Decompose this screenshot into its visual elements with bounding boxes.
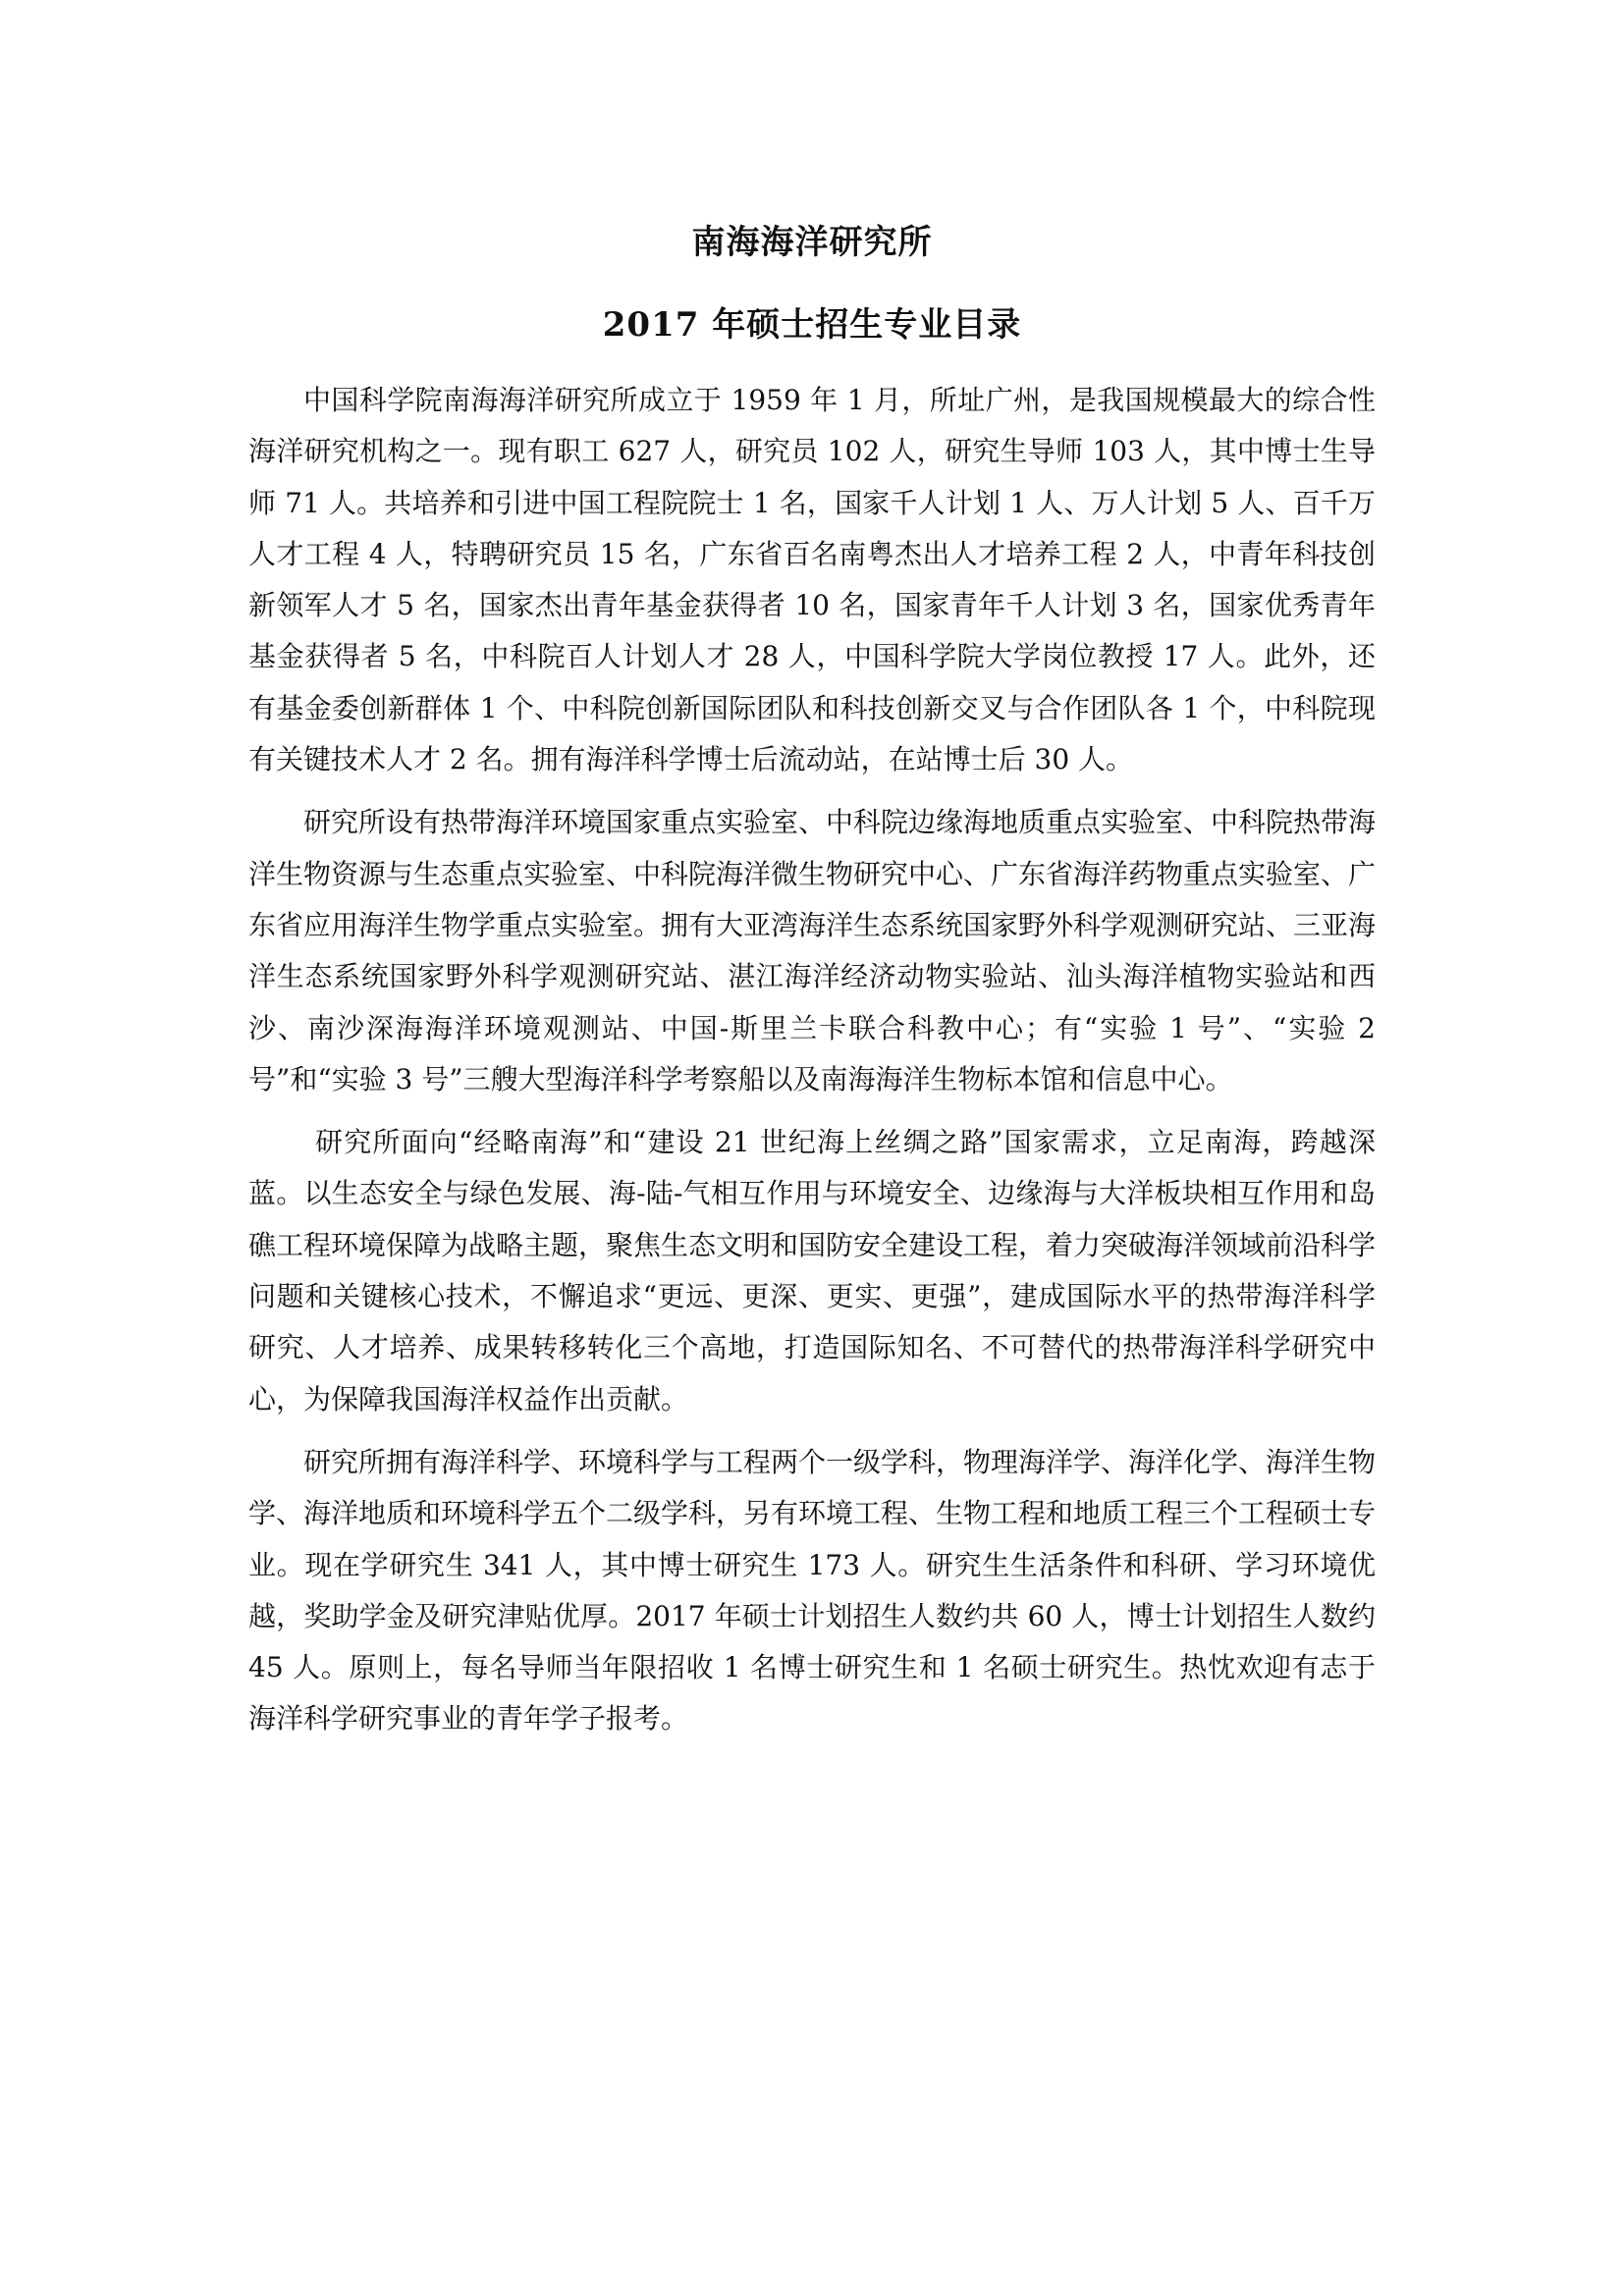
- paragraph-strategy: 研究所面向“经略南海”和“建设 21 世纪海上丝绸之路”国家需求，立足南海，跨越深蓝。以生态安全与绿色发展、海-陆-气相互作用与环境安全、边缘海与大洋板块相互作用和岛礁工程环境保障为战略主题，聚焦生态文明和国防安全建设工程，着力突破海洋领域前沿科学问题和关键核心技术，不懈追求“更远、更深、更实、更强”，建成国际水平的热带海洋科学研究、人才培养、成果转移转化三个高地，打造国际知名、不可替代的热带海洋科学研究中心，为保障我国海洋权益作出贡献。: [248, 1126, 1377, 1415]
- document-body: [248, 375, 1376, 1757]
- paragraph-disciplines-admission: 研究所拥有海洋科学、环境科学与工程两个一级学科，物理海洋学、海洋化学、海洋生物学、海洋地质和环境科学五个二级学科，另有环境工程、生物工程和地质工程三个工程硕士专业。现在学研究生 341 人，其中博士研究生 173 人。研究生生活条件和科研、学习环境优越，奖助学金及研究津贴优厚。2017 年硕士计划招生人数约共 60 人，博士计划招生人数约 45 人。原则上，每名导师当年限招收 1 名博士研究生和 1 名硕士研究生。热忱欢迎有志于海洋科学研究事业的青年学子报考。: [248, 1445, 1377, 1735]
- paragraph-institute-overview: 中国科学院南海海洋研究所成立于 1959 年 1 月，所址广州，是我国规模最大的综合性海洋研究机构之一。现有职工 627 人，研究员 102 人，研究生导师 103 人，其中博士生导师 71 人。共培养和引进中国工程院院士 1 名，国家千人计划 1 人、万人计划 5 人、百千万人才工程 4 人，特聘研究员 15 名，广东省百名南粤杰出人才培养工程 2 人，中青年科技创新领军人才 5 名，国家杰出青年基金获得者 10 名，国家青年千人计划 3 名，国家优秀青年基金获得者 5 名，中科院百人计划人才 28 人，中国科学院大学岗位教授 17 人。此外，还有基金委创新群体 1 个、中科院创新国际团队和科技创新交叉与合作团队各 1 个，中科院现有关键技术人才 2 名。拥有海洋科学博士后流动站，在站博士后 30 人。: [248, 384, 1376, 776]
- paragraph-laboratories: 研究所设有热带海洋环境国家重点实验室、中科院边缘海地质重点实验室、中科院热带海洋生物资源与生态重点实验室、中科院海洋微生物研究中心、广东省海洋药物重点实验室、广东省应用海洋生物学重点实验室。拥有大亚湾海洋生态系统国家野外科学观测研究站、三亚海洋生态系统国家野外科学观测研究站、湛江海洋经济动物实验站、汕头海洋植物实验站和西沙、南沙深海海洋环境观测站、中国-斯里兰卡联合科教中心；有“实验 1 号”、“实验 2 号”和“实验 3 号”三艘大型海洋科学考察船以及南海海洋生物标本馆和信息中心。: [248, 806, 1377, 1095]
- document-title: 南海海洋研究所: [691, 223, 933, 262]
- document-subtitle: 2017 年硕士招生专业目录: [602, 305, 1022, 345]
